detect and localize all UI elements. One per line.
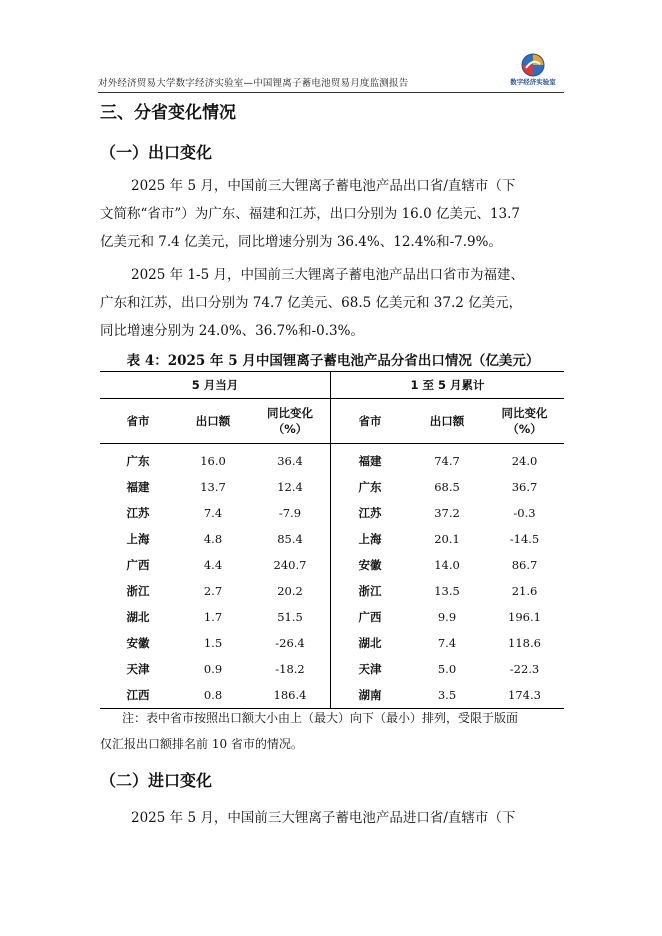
cell-yoy-month: -26.4 xyxy=(275,636,305,650)
cell-amount-month: 0.8 xyxy=(176,682,250,709)
cell-yoy-cumulative: 21.6 xyxy=(511,584,538,598)
cell-amount-cumulative: 68.5 xyxy=(434,480,460,494)
cell-province-cumulative: 广西 xyxy=(331,604,410,630)
cell-province-month: 上海 xyxy=(126,532,150,546)
cell-yoy-month: 240.7 xyxy=(273,558,307,572)
cell-province-cumulative: 福建 xyxy=(331,444,410,475)
table-row xyxy=(100,578,564,604)
cell-province-cumulative: 广东 xyxy=(331,474,410,500)
cell-amount-month: 2.7 xyxy=(203,584,223,598)
cell-amount-cumulative: 9.9 xyxy=(437,610,457,624)
table-row xyxy=(100,656,564,682)
cell-amount-month: 16.0 xyxy=(200,454,226,468)
cell-province-cumulative: 天津 xyxy=(331,656,410,682)
cell-province-month: 浙江 xyxy=(126,584,150,598)
cell-province-month: 安徽 xyxy=(126,636,150,650)
table-row xyxy=(100,500,564,526)
cell-yoy-cumulative: 24.0 xyxy=(511,454,538,468)
cell-yoy-cumulative: 196.1 xyxy=(508,610,541,624)
cell-yoy-month: 12.4 xyxy=(277,480,303,494)
text-line: 广东和江苏，出口分别为 74.7 亿美元、68.5 亿美元和 37.2 亿美元， xyxy=(100,295,523,311)
cell-yoy-cumulative: 36.7 xyxy=(511,480,538,494)
import-heading: （二）进口变化 xyxy=(100,771,213,790)
cell-province-cumulative: 浙江 xyxy=(331,578,410,604)
text-line: 亿美元和 7.4 亿美元，同比增速分别为 36.4%、12.4%和-7.9%。 xyxy=(100,234,502,250)
col-header-yoy xyxy=(485,399,564,444)
cell-amount-month: 1.7 xyxy=(203,610,223,624)
col-header-amount: 出口额 xyxy=(409,399,485,444)
col-header-amount: 出口额 xyxy=(176,399,250,444)
cell-yoy-month: 36.4 xyxy=(277,454,303,468)
cell-yoy-cumulative: -14.5 xyxy=(509,532,540,546)
cell-amount-cumulative: 13.5 xyxy=(434,584,460,598)
cell-province-month: 天津 xyxy=(126,662,150,676)
col-header-province: 省市 xyxy=(331,399,410,444)
cell-province-month: 广东 xyxy=(126,454,150,468)
table-row xyxy=(100,552,564,578)
yoy-unit: （%） xyxy=(272,422,308,436)
cell-amount-cumulative: 20.1 xyxy=(434,532,460,546)
import-paragraph xyxy=(100,804,566,832)
cell-amount-cumulative: 74.7 xyxy=(434,454,460,468)
cell-yoy-cumulative: 118.6 xyxy=(508,636,541,650)
cell-amount-cumulative: 3.5 xyxy=(409,682,485,709)
cell-province-month: 湖北 xyxy=(126,610,150,624)
export-table xyxy=(100,371,564,709)
cell-yoy-month: 20.2 xyxy=(277,584,303,598)
cell-province-cumulative: 江苏 xyxy=(331,500,410,526)
note-line: 注：表中省市按照出口额大小由上（最大）向下（最小）排列，受限于版面 xyxy=(122,711,519,725)
table-row xyxy=(100,526,564,552)
page-header xyxy=(98,52,564,93)
cell-yoy-month: -18.2 xyxy=(275,662,305,676)
table-row xyxy=(100,444,564,475)
cell-yoy-month: 186.4 xyxy=(250,682,331,709)
text-line: 文简称“省市”）为广东、福建和江苏，出口分别为 16.0 亿美元、13.7 xyxy=(100,206,521,222)
cell-amount-month: 4.4 xyxy=(203,558,223,572)
cell-province-cumulative: 湖北 xyxy=(331,630,410,656)
cell-province-cumulative: 上海 xyxy=(331,526,410,552)
table-note xyxy=(100,705,566,757)
table-row xyxy=(100,474,564,500)
export-paragraph-1 xyxy=(100,172,566,256)
cell-yoy-month: 51.5 xyxy=(277,610,303,624)
logo-text: 数字经济实验室 xyxy=(510,78,556,86)
cell-amount-cumulative: 7.4 xyxy=(437,636,457,650)
cell-yoy-cumulative: 174.3 xyxy=(485,682,564,709)
cell-amount-cumulative: 37.2 xyxy=(434,506,460,520)
cell-province-month: 广西 xyxy=(126,558,150,572)
section-title: 三、分省变化情况 xyxy=(100,103,236,123)
cell-province-month: 江苏 xyxy=(126,506,150,520)
cell-yoy-cumulative: -22.3 xyxy=(509,662,540,676)
cell-yoy-month: -7.9 xyxy=(278,506,302,520)
note-line: 仅汇报出口额排名前 10 省市的情况。 xyxy=(100,737,303,751)
cell-amount-month: 1.5 xyxy=(203,636,223,650)
yoy-unit: （%） xyxy=(507,422,542,436)
table-row xyxy=(100,604,564,630)
col-header-province: 省市 xyxy=(100,399,176,444)
text-line: 2025 年 1-5 月，中国前三大锂离子蓄电池产品出口省市为福建、 xyxy=(131,267,524,283)
cell-amount-month: 13.7 xyxy=(200,480,226,494)
cell-amount-month: 7.4 xyxy=(203,506,223,520)
cell-yoy-month: 85.4 xyxy=(277,532,303,546)
text-line: 同比增速分别为 24.0%、36.7%和-0.3%。 xyxy=(100,323,364,339)
cell-yoy-cumulative: 86.7 xyxy=(511,558,538,572)
cell-yoy-cumulative: -0.3 xyxy=(513,506,536,520)
cell-amount-cumulative: 14.0 xyxy=(434,558,460,572)
cell-amount-cumulative: 5.0 xyxy=(437,662,457,676)
col-header-yoy xyxy=(250,399,331,444)
globe-logo-icon xyxy=(520,52,546,78)
export-heading: （一）出口变化 xyxy=(100,143,213,162)
cell-province-month: 福建 xyxy=(126,480,150,494)
yoy-label: 同比变化 xyxy=(501,406,548,420)
lab-logo xyxy=(502,52,564,90)
table-row xyxy=(100,630,564,656)
cell-province-cumulative: 湖南 xyxy=(331,682,410,709)
text-line: 2025 年 5 月，中国前三大锂离子蓄电池产品出口省/直辖市（下 xyxy=(131,178,516,194)
header-title: 对外经济贸易大学数字经济实验室—中国锂离子蓄电池贸易月度监测报告 xyxy=(98,78,409,89)
cell-province-cumulative: 安徽 xyxy=(331,552,410,578)
cell-province-month: 江西 xyxy=(100,682,176,709)
export-paragraph-2 xyxy=(100,261,566,345)
text-line: 2025 年 5 月，中国前三大锂离子蓄电池产品进口省/直辖市（下 xyxy=(131,810,516,826)
cell-amount-month: 4.8 xyxy=(203,532,223,546)
cell-amount-month: 0.9 xyxy=(203,662,223,676)
group-header-cumulative: 1 至 5 月累计 xyxy=(331,372,565,399)
table-caption: 表 4：2025 年 5 月中国锂离子蓄电池产品分省出口情况（亿美元） xyxy=(126,353,540,369)
group-header-may: 5 月当月 xyxy=(100,372,331,399)
yoy-label: 同比变化 xyxy=(267,406,313,420)
